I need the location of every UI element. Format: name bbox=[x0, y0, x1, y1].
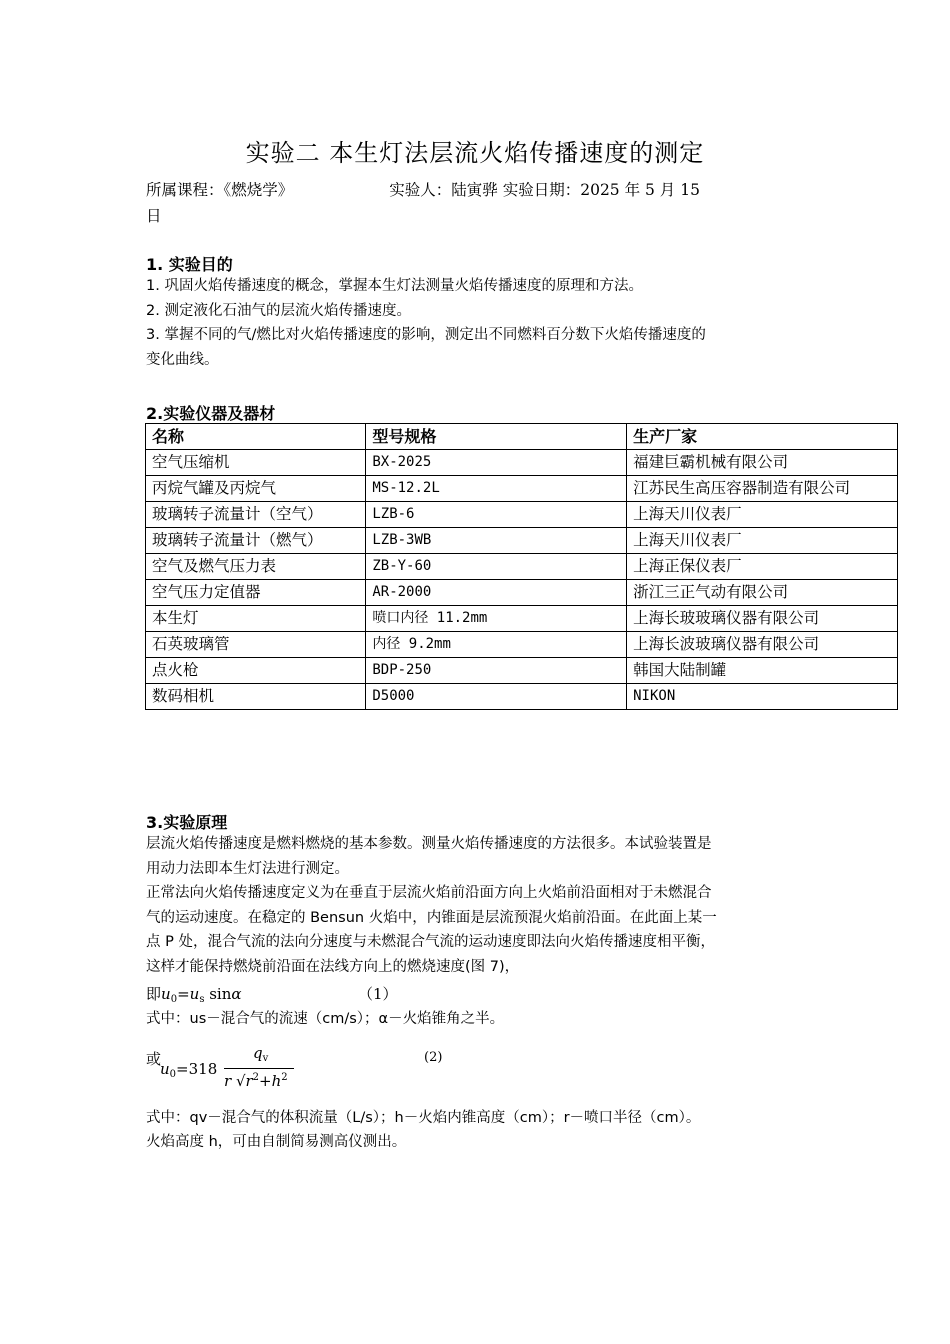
table-cell: 江苏民生高压容器制造有限公司 bbox=[627, 476, 898, 502]
paragraph-line: 用动力法即本生灯法进行测定。 bbox=[146, 860, 349, 877]
table-cell: 上海天川仪表厂 bbox=[627, 502, 898, 528]
table-cell: 上海正保仪表厂 bbox=[627, 554, 898, 580]
table-row bbox=[146, 554, 898, 580]
table-header-row bbox=[146, 424, 898, 450]
list-item: 3. 掌握不同的气/燃比对火焰传播速度的影响，测定出不同燃料百分数下火焰传播速度的 bbox=[146, 327, 706, 343]
eq2-prefix: 或 bbox=[146, 1050, 162, 1068]
eq2-note: 式中：qv－混合气的体积流量（L/s）；h－火焰内锥高度（cm）；r－喷口半径（cm）。 bbox=[146, 1110, 701, 1126]
eq1-note: 式中：us－混合气的流速（cm/s）；α－火焰锥角之半。 bbox=[146, 1011, 505, 1027]
table-cell: 喷口内径 11.2mm bbox=[366, 606, 627, 632]
table-cell: 玻璃转子流量计（空气） bbox=[146, 502, 366, 528]
paragraph-line: 气的运动速度。在稳定的 Bensun 火焰中，内锥面是层流预混火焰前沿面。在此面上某一 bbox=[146, 909, 717, 926]
eq1-number: （1） bbox=[358, 985, 398, 1003]
course-label: 所属课程：《燃烧学》 bbox=[146, 181, 294, 199]
table-cell: 上海天川仪表厂 bbox=[627, 528, 898, 554]
list-item: 变化曲线。 bbox=[146, 351, 219, 368]
table-cell: 空气压力定值器 bbox=[146, 580, 366, 606]
table-cell: 点火枪 bbox=[146, 658, 366, 684]
table-cell: 数码相机 bbox=[146, 684, 366, 710]
table-cell: 上海长波玻璃仪器有限公司 bbox=[627, 632, 898, 658]
table-cell: 石英玻璃管 bbox=[146, 632, 366, 658]
table-row bbox=[146, 450, 898, 476]
table-cell: LZB-6 bbox=[366, 502, 627, 528]
paragraph-line: 点 P 处，混合气流的法向分速度与未燃混合气流的运动速度即法向火焰传播速度相平衡， bbox=[146, 934, 715, 950]
table-cell: 空气及燃气压力表 bbox=[146, 554, 366, 580]
section3-heading: 3.实验原理 bbox=[146, 813, 228, 832]
table-cell: 福建巨霸机械有限公司 bbox=[627, 450, 898, 476]
document-title: 实验二 本生灯法层流火焰传播速度的测定 bbox=[245, 139, 705, 167]
table-row bbox=[146, 528, 898, 554]
equipment-table bbox=[145, 423, 898, 710]
experimenter-label: 实验人：陆寅骅 bbox=[389, 181, 498, 199]
table-cell: ZB-Y-60 bbox=[366, 554, 627, 580]
table-row bbox=[146, 632, 898, 658]
table-cell: BX-2025 bbox=[366, 450, 627, 476]
table-cell: 本生灯 bbox=[146, 606, 366, 632]
section3-body bbox=[146, 832, 806, 979]
table-row bbox=[146, 502, 898, 528]
table-cell: 玻璃转子流量计（燃气） bbox=[146, 528, 366, 554]
section1-list bbox=[146, 274, 806, 372]
table-cell: LZB-3WB bbox=[366, 528, 627, 554]
table-cell: D5000 bbox=[366, 684, 627, 710]
table-row bbox=[146, 606, 898, 632]
table-cell: MS-12.2L bbox=[366, 476, 627, 502]
list-item: 1. 巩固火焰传播速度的概念，掌握本生灯法测量火焰传播速度的原理和方法。 bbox=[146, 278, 643, 294]
date-label-cont: 日 bbox=[146, 207, 162, 225]
paragraph-line: 正常法向火焰传播速度定义为在垂直于层流火焰前沿面方向上火焰前沿面相对于未燃混合 bbox=[146, 885, 712, 901]
column-header: 型号规格 bbox=[366, 424, 627, 450]
table-cell: BDP-250 bbox=[366, 658, 627, 684]
column-header: 生产厂家 bbox=[627, 424, 898, 450]
table-cell: 韩国大陆制罐 bbox=[627, 658, 898, 684]
paragraph-line: 这样才能保持燃烧前沿面在法线方向上的燃烧速度(图 7)， bbox=[146, 958, 520, 975]
table-row bbox=[146, 476, 898, 502]
table-row bbox=[146, 580, 898, 606]
table-row bbox=[146, 684, 898, 710]
section2-heading: 2.实验仪器及器材 bbox=[146, 404, 276, 423]
column-header: 名称 bbox=[146, 424, 366, 450]
section1-heading: 1. 实验目的 bbox=[146, 255, 233, 274]
eq2-number: (2) bbox=[424, 1050, 443, 1065]
paragraph-line: 层流火焰传播速度是燃料燃烧的基本参数。测量火焰传播速度的方法很多。本试验装置是 bbox=[146, 836, 712, 852]
table-cell: 浙江三正气动有限公司 bbox=[627, 580, 898, 606]
table-cell: 上海长玻玻璃仪器有限公司 bbox=[627, 606, 898, 632]
table-cell: 内径 9.2mm bbox=[366, 632, 627, 658]
table-cell: 丙烷气罐及丙烷气 bbox=[146, 476, 366, 502]
meta-info bbox=[146, 177, 806, 229]
date-label: 实验日期：2025 年 5 月 15 bbox=[502, 181, 700, 199]
table-row bbox=[146, 658, 898, 684]
final-line: 火焰高度 h，可由自制简易测高仪测出。 bbox=[146, 1134, 407, 1150]
list-item: 2. 测定液化石油气的层流火焰传播速度。 bbox=[146, 302, 411, 319]
equation-1: 即$u_0=u_s$ sinα bbox=[146, 985, 242, 1005]
eq1-prefix: 即 bbox=[146, 985, 162, 1003]
table-cell: AR-2000 bbox=[366, 580, 627, 606]
table-cell: 空气压缩机 bbox=[146, 450, 366, 476]
table-cell: NIKON bbox=[627, 684, 898, 710]
equation-2: $u_0=318$ $q_v$ r $√r^2+h^2$ bbox=[160, 1044, 300, 1096]
